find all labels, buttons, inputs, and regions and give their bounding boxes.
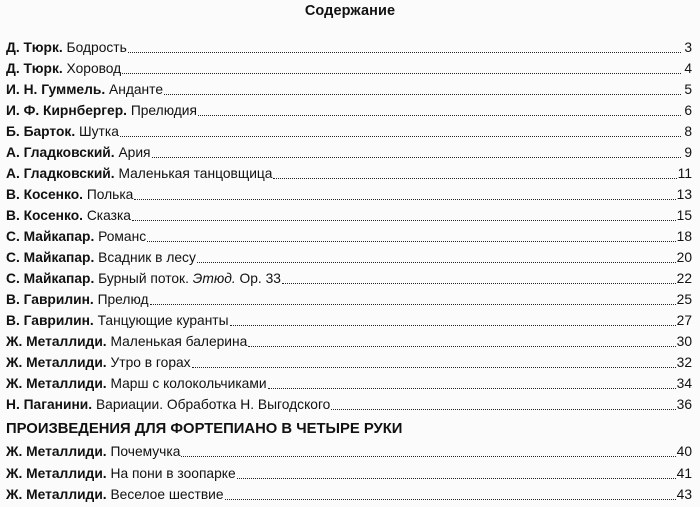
toc-entry-composer: Д. Тюрк. [6,61,63,76]
dot-leader [134,185,675,200]
toc-entry[interactable] [6,142,692,163]
toc-entry-title: Бурный поток. [98,271,189,286]
toc-entry-composer: Ж. Металлиди. [6,444,107,459]
toc-entry-composer: С. Майкапар. [6,229,95,244]
toc-entry[interactable] [6,268,692,289]
toc-entry-composer: Н. Паганини. [6,397,93,412]
toc-entry-page-number: 40 [676,444,692,459]
toc-entry-title: Танцующие куранты [97,313,229,328]
dot-leader [164,80,681,95]
toc-entry-composer: В. Гаврилин. [6,313,94,328]
toc-entry[interactable] [6,163,692,184]
toc-entry-page-number: 32 [676,355,692,370]
toc-entry-page-number: 8 [684,124,692,139]
toc-entry[interactable] [6,394,692,415]
toc-entry-composer: В. Косенко. [6,187,83,202]
toc-entry-page-number: 6 [684,103,692,118]
toc-entry-title: Романс [98,229,147,244]
toc-entry[interactable] [6,100,692,121]
toc-entry-page-number: 4 [684,61,692,76]
dot-leader [122,59,681,74]
toc-entry[interactable] [6,247,692,268]
dot-leader [237,464,676,479]
dot-leader [268,374,676,389]
toc-entry-page-number: 43 [676,487,692,502]
dot-leader [225,485,676,500]
toc-entry-composer: И. Н. Гуммель. [6,82,106,97]
toc-entry-title: Маленькая балерина [110,334,248,349]
toc-entry-title-italic: Этюд. [192,271,236,286]
toc-entry-title: Полька [86,187,134,202]
dot-leader [150,290,676,305]
toc-entry-title: Утро в горах [110,355,191,370]
toc-entry-page-number: 15 [676,208,692,223]
toc-entry-title: Прелюдия [130,103,197,118]
toc-entry[interactable] [6,373,692,394]
toc-entry-composer: А. Гладковский. [6,145,115,160]
toc-entry-page-number: 11 [677,166,692,181]
toc-entry-composer: С. Майкапар. [6,271,95,286]
toc-entry-page-number: 36 [676,397,692,412]
toc-entry-title: Хоровод [66,61,122,76]
toc-entry-composer: Ж. Металлиди. [6,355,107,370]
toc-entry-page-number: 27 [676,313,692,328]
toc-entry-composer: С. Майкапар. [6,250,95,265]
toc-entry-composer: Д. Тюрк. [6,40,63,55]
toc-entry-title: Ария [118,145,151,160]
toc-entry-page-number: 3 [684,40,692,55]
dot-leader [192,353,676,368]
toc-entry-title: Бодрость [66,40,127,55]
dot-leader [248,332,675,347]
toc-entry[interactable] [6,184,692,205]
toc-entry-page-number: 34 [676,376,692,391]
toc-entry[interactable] [6,310,692,331]
toc-entry[interactable] [6,484,692,506]
toc-entry[interactable] [6,441,692,463]
dot-leader [230,311,676,326]
dot-leader [128,38,681,53]
toc-entry-composer: Б. Барток. [6,124,76,139]
toc-entry-composer: А. Гладковский. [6,166,115,181]
toc-entry[interactable] [6,289,692,310]
toc-entry-title: Анданте [109,82,164,97]
toc-entry-composer: Ж. Металлиди. [6,376,107,391]
toc-list-four-hands [6,441,692,506]
toc-entry[interactable] [6,352,692,373]
dot-leader [198,101,681,116]
toc-entry-composer: В. Гаврилин. [6,292,94,307]
toc-entry-page-number: 22 [676,271,692,286]
dot-leader [282,269,676,284]
dot-leader [331,395,675,410]
toc-entry[interactable] [6,463,692,485]
toc-entry-opus: Ор. 33 [239,271,281,286]
toc-entry[interactable] [6,79,692,100]
toc-entry[interactable] [6,121,692,142]
toc-entry-title: Прелюд [97,292,149,307]
toc-entry-title: Почемучка [110,444,181,459]
toc-entry-title: Всадник в лесу [98,250,196,265]
toc-entry-page-number: 20 [676,250,692,265]
dot-leader [120,122,681,137]
toc-entry-page-number: 18 [676,229,692,244]
dot-leader [147,227,676,242]
toc-entry-page-number: 9 [684,145,692,160]
toc-entry-page-number: 5 [684,82,692,97]
toc-entry-composer: И. Ф. Кирнбергер. [6,103,127,118]
toc-entry-title: Сказка [86,208,131,223]
dot-leader [197,248,676,263]
toc-entry-composer: В. Косенко. [6,208,83,223]
toc-entry-title: Шутка [79,124,119,139]
toc-entry[interactable] [6,58,692,79]
dot-leader [132,206,676,221]
toc-entry-page-number: 30 [676,334,692,349]
toc-entry-title: На пони в зоопарке [110,465,236,481]
toc-entry-title: Вариации. Обработка Н. Выгодского [95,397,331,412]
toc-entry-composer: Ж. Металлиди. [6,465,107,481]
toc-entry[interactable] [6,205,692,226]
toc-entry-page-number: 41 [676,465,692,481]
page-title: Содержание [304,3,396,19]
toc-entry[interactable] [6,226,692,247]
toc-list [6,37,692,415]
toc-entry-title: Веселое шествие [110,487,224,502]
toc-entry[interactable] [6,37,692,58]
dot-leader [152,143,681,158]
toc-entry-title: Маленькая танцовщица [118,166,273,181]
section-heading-four-hands: ПРОИЗВЕДЕНИЯ ДЛЯ ФОРТЕПИАНО В ЧЕТЫРЕ РУКИ [6,421,403,437]
toc-entry-title: Марш с колокольчиками [110,376,267,391]
toc-entry-composer: Ж. Металлиди. [6,334,107,349]
toc-entry-composer: Ж. Металлиди. [6,487,107,502]
toc-entry[interactable] [6,331,692,352]
dot-leader [273,164,676,179]
toc-entry-page-number: 25 [676,292,692,307]
dot-leader [181,442,675,457]
toc-entry-page-number: 13 [676,187,692,202]
